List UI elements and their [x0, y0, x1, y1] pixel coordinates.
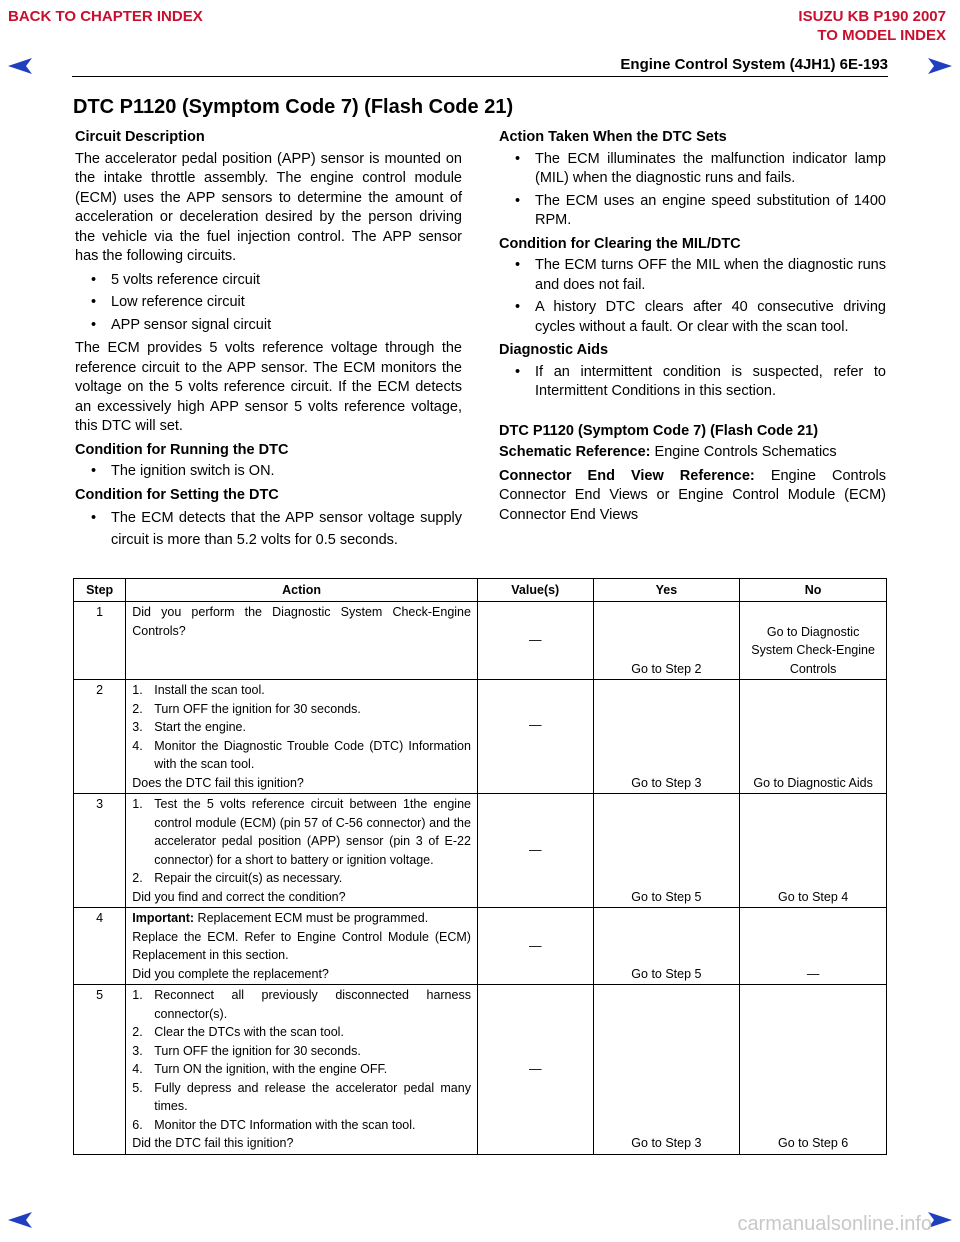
- values-cell: —: [477, 794, 593, 908]
- action-cell: Did you perform the Diagnostic System Check-Engine Controls?: [126, 602, 478, 680]
- action-question: Does the DTC fail this ignition?: [132, 775, 304, 790]
- list-item: • APP sensor signal circuit: [111, 316, 462, 336]
- list-item: 1. Install the scan tool.: [132, 683, 265, 697]
- action-text: Replace the ECM. Refer to Engine Control Module (ECM) Replacement in this section.: [132, 929, 471, 962]
- action-taken-list: [499, 150, 886, 231]
- table-row: [74, 985, 887, 1155]
- back-to-chapter-index-link[interactable]: BACK TO CHAPTER INDEX: [8, 8, 203, 25]
- diagnostic-aids-heading: Diagnostic Aids: [499, 342, 609, 358]
- sub-title: DTC P1120 (Symptom Code 7) (Flash Code 21): [499, 422, 819, 439]
- circuit-description-text: The accelerator pedal position (APP) sensor is mounted on the intake throttle assembly. The engine control module (ECM) uses the APP sensors to determine the amount of acceleration or deceleration desired by the person driving the vehicle via the fuel injection control. The APP sensor has the following circuits.: [75, 150, 462, 264]
- running-condition-heading: Condition for Running the DTC: [75, 441, 289, 458]
- important-note: [132, 909, 471, 928]
- action-steps: [132, 986, 471, 1134]
- no-cell: Go to Step 6: [740, 985, 887, 1155]
- action-column-header: Action: [126, 579, 478, 602]
- table-row: [74, 680, 887, 794]
- list-item: • The ECM uses an engine speed substitution of 1400 RPM.: [535, 192, 886, 231]
- list-item: • 5 volts reference circuit: [111, 271, 462, 291]
- table-row: [74, 602, 887, 680]
- no-cell: Go to Step 4: [740, 794, 887, 908]
- step-cell: 3: [74, 794, 126, 908]
- previous-page-arrow-icon-bottom[interactable]: [8, 1212, 32, 1228]
- values-cell: —: [477, 602, 593, 680]
- next-page-arrow-icon[interactable]: [928, 58, 952, 74]
- list-item: 2. Repair the circuit(s) as necessary.: [132, 871, 343, 885]
- list-item: 3. Start the engine.: [132, 720, 246, 734]
- setting-condition-list: [75, 507, 462, 551]
- action-question: Did you complete the replacement?: [132, 966, 329, 981]
- list-item: 1. Test the 5 volts reference circuit between 1the engine control module (ECM) (pin 57 of C-56 connector) and the accelerator pedal position (APP) sensor (pin 3 of E-22 connector) for a short to battery or ignition voltage.: [132, 797, 471, 867]
- values-column-header: Value(s): [477, 579, 593, 602]
- list-item: • The ECM illuminates the malfunction indicator lamp (MIL) when the diagnostic runs and fails.: [535, 150, 886, 189]
- list-item: • The ECM turns OFF the MIL when the diagnostic runs and does not fail.: [535, 256, 886, 295]
- values-cell: —: [477, 985, 593, 1155]
- list-item: • A history DTC clears after 40 consecutive driving cycles without a fault. Or clear with the scan tool.: [535, 298, 886, 337]
- clearing-condition-list: [499, 256, 886, 337]
- yes-cell: Go to Step 3: [593, 680, 740, 794]
- values-cell: —: [477, 908, 593, 985]
- important-label: Important:: [132, 911, 195, 925]
- action-question: Did the DTC fail this ignition?: [132, 1136, 294, 1150]
- schematic-reference-label: Schematic Reference:: [499, 444, 651, 460]
- connector-reference-label: Connector End View Reference:: [499, 467, 755, 484]
- list-item: 1. Reconnect all previously disconnected harness connector(s).: [132, 988, 471, 1021]
- diagnostic-table: [73, 578, 887, 1155]
- list-item: 3. Turn OFF the ignition for 30 seconds.: [132, 1043, 361, 1058]
- list-item: • Low reference circuit: [111, 293, 462, 313]
- left-column: [75, 128, 462, 555]
- list-item: 2. Turn OFF the ignition for 30 seconds.: [132, 701, 361, 716]
- list-item: • If an intermittent condition is suspected, refer to Intermittent Conditions in this section.: [535, 363, 886, 402]
- setting-condition-heading: Condition for Setting the DTC: [75, 486, 279, 503]
- action-steps: [132, 681, 471, 774]
- values-cell: —: [477, 680, 593, 794]
- action-cell: [126, 908, 478, 985]
- action-question: Did you find and correct the condition?: [132, 889, 346, 904]
- no-column-header: No: [740, 579, 887, 602]
- circuit-description-text-2: The ECM provides 5 volts reference voltage through the reference circuit to the APP sensor. The ECM monitors the voltage on the 5 volts reference circuit. If the ECM detects an excessively high APP sensor 5 volts reference voltage, this DTC will set.: [75, 340, 462, 434]
- circuit-description-heading: Circuit Description: [75, 129, 205, 145]
- to-model-index-link[interactable]: TO MODEL INDEX: [817, 27, 946, 44]
- list-item: 5. Fully depress and release the accelerator pedal many times.: [132, 1080, 471, 1113]
- table-row: [74, 908, 887, 985]
- connector-reference-value: Engine Controls Connector End Views or Engine Control Module (ECM) Connector End Views: [499, 467, 887, 523]
- schematic-reference-value: Engine Controls Schematics: [650, 444, 837, 460]
- diagnostic-aids-list: [499, 363, 886, 402]
- list-item: • The ECM detects that the APP sensor voltage supply circuit is more than 5.2 volts for 0.5 seconds.: [111, 507, 462, 551]
- schematic-reference: [499, 443, 886, 463]
- yes-cell: Go to Step 2: [593, 602, 740, 680]
- step-column-header: Step: [74, 579, 126, 602]
- table-header-row: [74, 579, 887, 602]
- list-item: 4. Turn ON the ignition, with the engine OFF.: [132, 1062, 388, 1076]
- table-row: [74, 794, 887, 908]
- connector-reference: [499, 467, 886, 526]
- circuit-list: [75, 271, 462, 336]
- list-item: 4. Monitor the Diagnostic Trouble Code (DTC) Information with the scan tool.: [132, 738, 471, 771]
- right-column: [499, 128, 886, 529]
- list-item: 6. Monitor the DTC Information with the scan tool.: [132, 1117, 416, 1132]
- running-head-text: Engine Control System (4JH1) 6E-193: [620, 56, 888, 73]
- list-item: • The ignition switch is ON.: [111, 462, 462, 482]
- action-steps: [132, 795, 471, 888]
- model-name-link[interactable]: ISUZU KB P190 2007: [798, 8, 946, 25]
- step-cell: 2: [74, 680, 126, 794]
- watermark: carmanualsonline.info: [737, 1213, 932, 1235]
- page-title: DTC P1120 (Symptom Code 7) (Flash Code 21): [73, 96, 514, 118]
- step-cell: 1: [74, 602, 126, 680]
- step-cell: 5: [74, 985, 126, 1155]
- action-cell: [126, 680, 478, 794]
- no-cell: —: [740, 908, 887, 985]
- previous-page-arrow-icon[interactable]: [8, 58, 32, 74]
- yes-cell: Go to Step 3: [593, 985, 740, 1155]
- step-cell: 4: [74, 908, 126, 985]
- action-cell: [126, 985, 478, 1155]
- yes-cell: Go to Step 5: [593, 794, 740, 908]
- action-cell: [126, 794, 478, 908]
- list-item: 2. Clear the DTCs with the scan tool.: [132, 1025, 344, 1039]
- clearing-condition-heading: Condition for Clearing the MIL/DTC: [499, 235, 741, 252]
- no-cell: Go to Diagnostic System Check-Engine Controls: [740, 602, 887, 680]
- yes-cell: Go to Step 5: [593, 908, 740, 985]
- running-header: [72, 56, 888, 77]
- important-text: Replacement ECM must be programmed.: [194, 911, 429, 925]
- running-condition-list: [75, 462, 462, 482]
- no-cell: Go to Diagnostic Aids: [740, 680, 887, 794]
- action-taken-heading: Action Taken When the DTC Sets: [499, 129, 727, 145]
- yes-column-header: Yes: [593, 579, 740, 602]
